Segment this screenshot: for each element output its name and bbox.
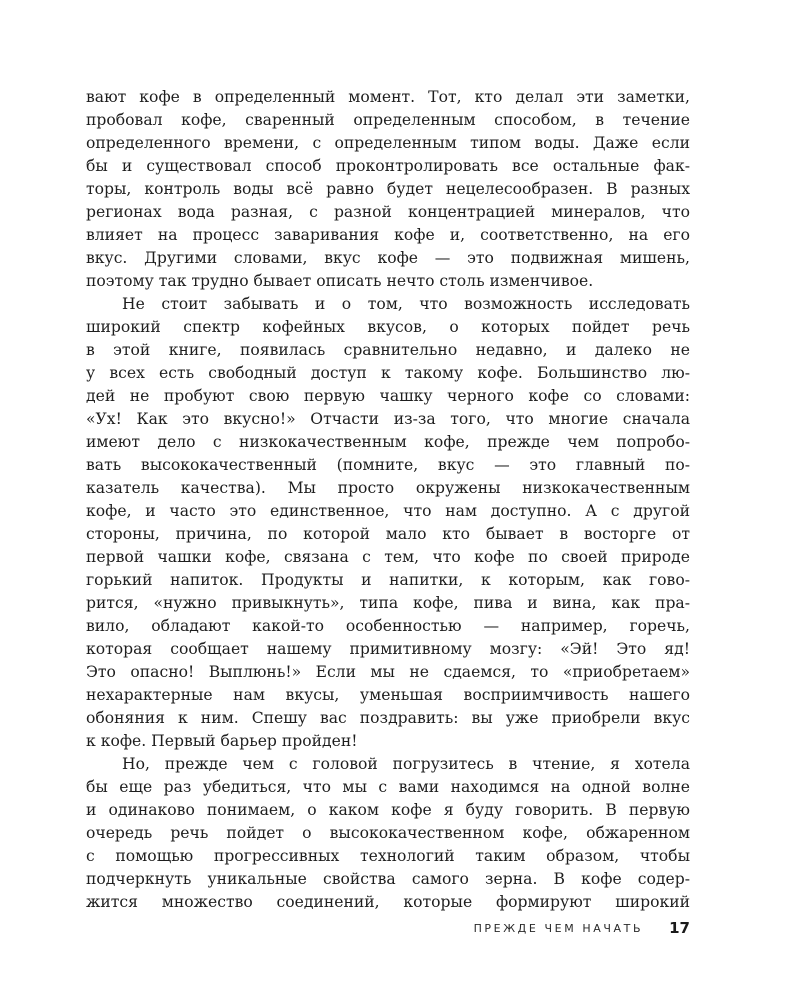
page-footer (86, 918, 690, 938)
running-title: ПРЕЖДЕ ЧЕМ НАЧАТЬ (473, 921, 644, 935)
page-number: 17 (669, 919, 690, 937)
text-line: подчеркнуть уникальные свойства самого зерна. В кофе содер- (86, 870, 690, 888)
paragraph-start-line: Не стоит забывать и о том, что возможность исследовать (122, 295, 690, 313)
text-line: в этой книге, появилась сравнительно недавно, и далеко не (86, 341, 690, 359)
text-line: пробовал кофе, сваренный определенным способом, в течение (86, 111, 690, 129)
text-line: и одинаково понимаем, о каком кофе я буду говорить. В первую (86, 801, 690, 819)
text-line: казатель качества). Мы просто окружены низкокачественным (86, 479, 690, 497)
body-text (86, 86, 690, 914)
text-line: регионах вода разная, с разной концентрацией минералов, что (86, 203, 690, 221)
text-line: с помощью прогрессивных технологий таким образом, чтобы (86, 847, 690, 865)
text-line: очередь речь пойдет о высококачественном кофе, обжаренном (86, 824, 690, 842)
text-line: торы, контроль воды всё равно будет нецелесообразен. В разных (86, 180, 690, 198)
text-line: имеют дело с низкокачественным кофе, прежде чем попробо- (86, 433, 690, 451)
text-line: Это опасно! Выплюнь!» Если мы не сдаемся, то «приобретаем» (86, 663, 690, 681)
text-line: нехарактерные нам вкусы, уменьшая восприимчивость нашего (86, 686, 690, 704)
text-line: кофе, и часто это единственное, что нам доступно. А с другой (86, 502, 690, 520)
text-line: бы еще раз убедиться, что мы с вами находимся на одной волне (86, 778, 690, 796)
text-line: поэтому так трудно бывает описать нечто столь изменчивое. (86, 272, 594, 290)
text-line: вать высококачественный (помните, вкус — это главный по- (86, 456, 690, 474)
text-line: вают кофе в определенный момент. Тот, кто делал эти заметки, (86, 88, 690, 106)
text-line: которая сообщает нашему примитивному мозгу: «Эй! Это яд! (86, 640, 690, 658)
text-line: горький напиток. Продукты и напитки, к которым, как гово- (86, 571, 690, 589)
text-line: дей не пробуют свою первую чашку черного кофе со словами: (86, 387, 690, 405)
text-line: стороны, причина, по которой мало кто бывает в восторге от (86, 525, 690, 543)
text-line: у всех есть свободный доступ к такому кофе. Большинство лю- (86, 364, 690, 382)
text-line: первой чашки кофе, связана с тем, что кофе по своей природе (86, 548, 690, 566)
text-line: «Ух! Как это вкусно!» Отчасти из-за того, что многие сначала (86, 410, 690, 428)
text-line: вкус. Другими словами, вкус кофе — это подвижная мишень, (86, 249, 690, 267)
paragraph-start-line: Но, прежде чем с головой погрузитесь в чтение, я хотела (122, 755, 690, 773)
text-line: вило, обладают какой-то особенностью — например, горечь, (86, 617, 690, 635)
text-line: широкий спектр кофейных вкусов, о которых пойдет речь (86, 318, 690, 336)
text-line: обоняния к ним. Спешу вас поздравить: вы уже приобрели вкус (86, 709, 690, 727)
text-line: рится, «нужно привыкнуть», типа кофе, пива и вина, как пра- (86, 594, 690, 612)
text-line: определенного времени, с определенным типом воды. Даже если (86, 134, 690, 152)
text-line: влияет на процесс заваривания кофе и, соответственно, на его (86, 226, 690, 244)
text-line: к кофе. Первый барьер пройден! (86, 732, 358, 750)
text-line: жится множество соединений, которые формируют широкий (86, 893, 690, 911)
text-line: бы и существовал способ проконтролировать все остальные фак- (86, 157, 690, 175)
